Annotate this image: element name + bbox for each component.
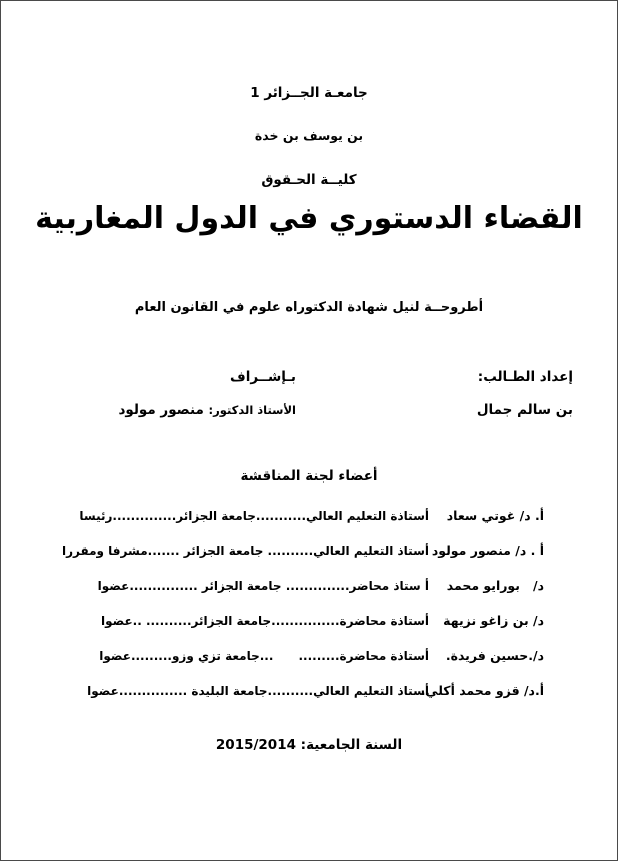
member-details: أستاذة التعليم العالي...........جامعة الجزائر..............رئيسا — [79, 509, 429, 523]
student-label: إعداد الطـالب: — [477, 369, 573, 385]
committee-member-row — [79, 613, 544, 628]
committee-member-row — [61, 543, 544, 558]
academic-year: السنة الجامعية: 2015/2014 — [215, 737, 403, 753]
member-name: د/ بن زاغو نزيهة — [443, 613, 544, 628]
member-details: أ ستاذ محاضر.............. جامعة الجزائر ...............عضوا — [97, 579, 429, 593]
committee-member-row — [79, 578, 544, 593]
thesis-title: القضاء الدستوري في الدول المغاربية — [35, 201, 583, 236]
supervision-label: بـإشــراف — [230, 369, 296, 385]
committee-member-row — [79, 648, 544, 663]
member-name: د/.حسين فريدة. — [445, 648, 544, 663]
member-details: أستاذ التعليم العالي.......... جامعة الجزائر .......مشرفا ومقررا — [61, 544, 429, 558]
thesis-subtitle: أطروحــة لنيل شهادة الدكتوراه علوم في القانون العام — [134, 300, 484, 315]
committee-heading: أعضاء لجنة المناقشة — [240, 468, 378, 484]
faculty-name: كليــة الحـقوق — [261, 172, 357, 188]
committee-member-row — [79, 683, 544, 698]
member-name: أ. د/ غوتي سعاد — [446, 508, 544, 523]
member-name: د/ بورايو محمد — [446, 578, 544, 593]
member-details: أستاذ التعليم العالي..........جامعة البليدة ...............عضوا — [87, 684, 429, 698]
committee-member-row — [79, 508, 544, 523]
university-founder-name: بن يوسف بن خدة — [254, 128, 364, 143]
supervisor-name: منصور مولود — [118, 402, 204, 418]
member-name: أ . د/ منصور مولود — [431, 543, 544, 558]
member-details: أستاذة محاضرة......... ...جامعة تزي وزو.........عضوا — [99, 649, 429, 663]
preparation-labels-row — [45, 369, 573, 385]
university-name: جامعـة الجــزائر 1 — [250, 85, 368, 101]
member-details: أستاذة محاضرة...............جامعة الجزائر.......... ..عضوا — [100, 614, 429, 628]
supervisor-title: الأستاذ الدكتور: — [208, 403, 296, 417]
preparation-names-row — [45, 402, 573, 418]
supervisor-name-line — [45, 402, 296, 418]
member-name: أ.د/ قزو محمد أكلي. — [420, 683, 544, 698]
student-name: بن سالم جمال — [476, 402, 573, 418]
